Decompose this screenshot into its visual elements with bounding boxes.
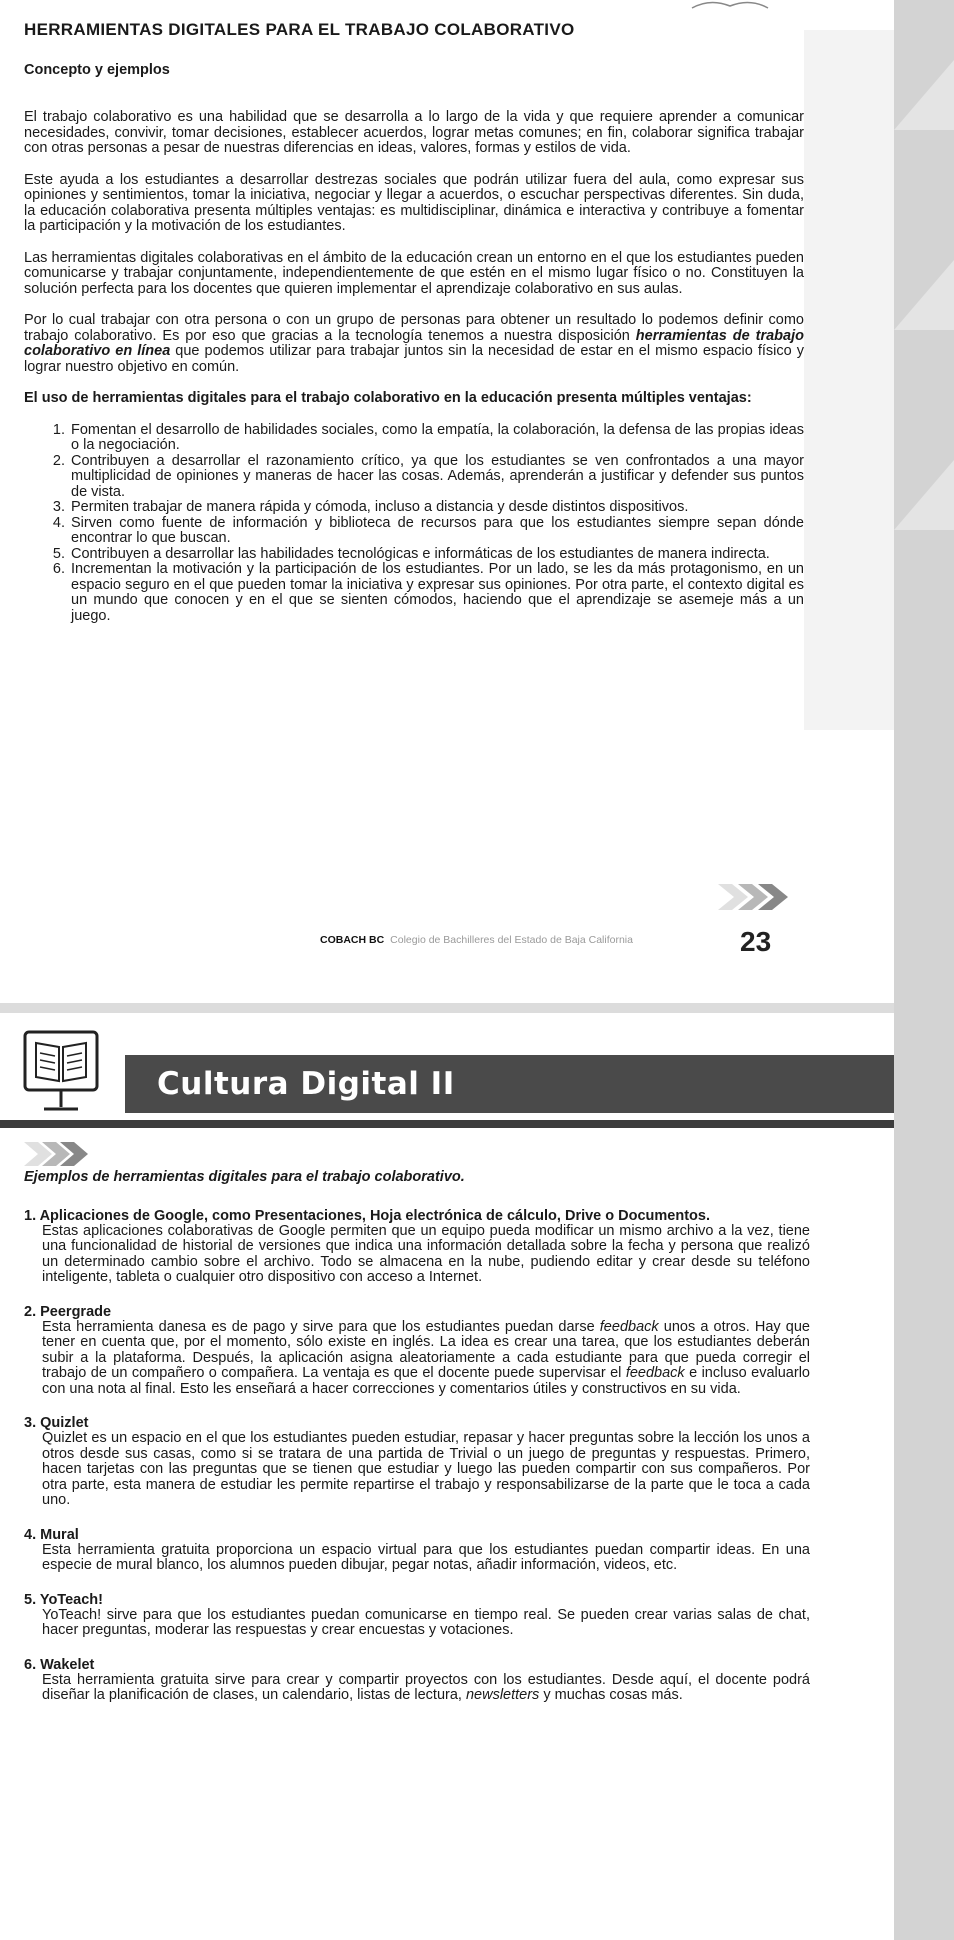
header-rule (0, 1120, 894, 1128)
page-23 (0, 0, 894, 1003)
tool-description (42, 1320, 810, 1398)
book-icon (690, 0, 770, 10)
chapter-banner (125, 1055, 894, 1113)
tool-item (24, 1592, 810, 1639)
emphasized-text: herramientas de trabajo colaborativo en línea (24, 327, 804, 359)
desc-italic: feedback (599, 1318, 659, 1335)
banner-title: Cultura Digital II (157, 1066, 455, 1102)
tool-item (24, 1415, 810, 1509)
tool-title: 5. YoTeach! (24, 1591, 103, 1608)
paragraph: El trabajo colaborativo es una habilidad que se desarrolla a lo largo de la vida y que requiere aprender a comunicar necesidades, convivir, tomar decisiones, establecer acuerdos, lograr metas comunes; en fin, colaborar significa trabajar con otras personas a pesar de nuestras diferencias en ideas, valores, formas y estilos de vida. (24, 109, 804, 156)
tool-title: 3. Quizlet (24, 1415, 89, 1431)
list-item: 5. Contribuyen a desarrollar las habilidades tecnológicas e informáticas de los estudiantes de manera indirecta. (69, 547, 804, 563)
desc-text: Esta herramienta gratuita sirve para crear y compartir proyectos con los estudiantes. Desde aquí, el docente podrá diseñar la planificación de clases, un calendario, listas de lectura, (42, 1671, 810, 1703)
desc-text: y muchas cosas más. (539, 1687, 683, 1703)
list-item: 2. Contribuyen a desarrollar el razonamiento crítico, ya que los estudiantes se ven confrontados a una mayor multiplicidad de opiniones y maneras de hacer las cosas. Además, aprenderán a justificar y defender sus puntos de vista. (69, 454, 804, 501)
tool-description: Esta herramienta gratuita proporciona un espacio virtual para que los estudiantes puedan compartir ideas. En una especie de mural blanco, los alumnos pueden dibujar, pegar notas, añadir información, videos, etc. (42, 1541, 810, 1573)
paragraph: Las herramientas digitales colaborativas en el ámbito de la educación crean un entorno en el que los estudiantes pueden comunicarse y trabajar conjuntamente, independientemente de que estén en el mismo lugar físico o no. Constituyen la solución perfecta para los docentes que quieren implementar el aprendizaje colaborativo en sus aulas. (24, 249, 804, 297)
page-number: 23 (740, 926, 772, 957)
advantages-heading: El uso de herramientas digitales para el trabajo colaborativo en la educación presenta múltiples ventajas: (24, 390, 752, 406)
tool-title: 2. Peergrade (24, 1303, 112, 1320)
tool-item (24, 1527, 810, 1574)
examples-heading: Ejemplos de herramientas digitales para el trabajo colaborativo. (24, 1169, 465, 1185)
desc-italic: feedback (625, 1365, 685, 1381)
paragraph-text: Por lo cual trabajar con otra persona o con un grupo de personas para obtener un resultado lo podemos definir como trabajo colaborativo. Es por eso que gracias a la tecnología tenemos a nuestra disposición (24, 312, 804, 344)
tool-item (24, 1657, 810, 1704)
list-item: 6. Incrementan la motivación y la participación de los estudiantes. Por un lado, se les da más protagonismo, en un espacio seguro en el que pueden tomar la iniciativa y expresar sus opiniones. Por otra parte, el contexto digital es un mundo que conocen y en el que se sienten cómodos, haciendo que el aprendizaje se asemeje más a un juego. (69, 562, 804, 624)
section-subheading: Concepto y ejemplos (24, 62, 170, 78)
tool-description: Estas aplicaciones colaborativas de Google permiten que un equipo pueda modificar un mismo archivo a la vez, tiene una funcionalidad de historial de versiones que indica una información detallada sobre la fecha y persona que realizó un determinado cambio sobre el archivo. Todo se almacena en la nube, pudiendo editar y crear desde su teléfono inteligente, tableta o cualquier otro dispositivo con acceso a Internet. (42, 1222, 810, 1285)
list-item: 4. Sirven como fuente de información y biblioteca de recursos para que los estudiantes siempre sepan dónde encontrar lo que buscan. (69, 516, 804, 547)
paragraph-text: que podemos utilizar para trabajar juntos sin la necesidad de estar en el mismo espacio físico y lograr nuestro objetivo en común. (24, 343, 804, 375)
section-heading: HERRAMIENTAS DIGITALES PARA EL TRABAJO COLABORATIVO (24, 20, 575, 39)
page-24 (0, 1013, 894, 1940)
section-arrows-icon (24, 1139, 114, 1169)
desc-text: e incluso evaluarlo con una nota al final. Esto les enseñará a hacer correcciones y comentarios útiles y constructivos en su vida. (42, 1365, 810, 1397)
next-page-arrows-icon (718, 880, 798, 914)
tool-description (42, 1673, 810, 1704)
tool-description: Quizlet es un espacio en el que los estudiantes pueden estudiar, repasar y hacer preguntas sobre la lección los unos a otros desde sus casas, como si se tratara de una partida de Trivial o un juego de preguntas y respuestas. Primero, hacen tarjetas con las preguntas que se tienen que estudiar y luego las pueden compartir con sus compañeros. Por otra parte, esta manera de estudiar les permite repartirse el trabajo y responsabilizarse de la parte que le toca a cada uno. (42, 1430, 810, 1508)
paragraph (24, 313, 804, 375)
page2-content (24, 1170, 810, 1714)
side-wedge (894, 260, 954, 330)
footer-org: COBACH BC (320, 934, 385, 946)
tool-title: 6. Wakelet (24, 1656, 95, 1673)
advantages-list (24, 423, 804, 625)
list-item: 3. Permiten trabajar de manera rápida y cómoda, incluso a distancia y desde distintos dispositivos. (69, 500, 804, 516)
tool-item (24, 1208, 810, 1286)
tool-item (24, 1304, 810, 1398)
footer-college: Colegio de Bachilleres del Estado de Baja California (390, 934, 633, 946)
paragraph: Este ayuda a los estudiantes a desarrollar destrezas sociales que podrán utilizar fuera del aula, como expresar sus opiniones y sentimientos, tomar la iniciativa, negociar y llegar a acuerdos, o escuchar perspectivas diferentes. Sin duda, la educación colaborativa presenta múltiples ventajas: es multidisciplinar, dinámica e interactiva y contribuye a fomentar la participación y la motivación de los estudiantes. (24, 171, 804, 234)
list-item: 1. Fomentan el desarrollo de habilidades sociales, como la empatía, la colaboración, la defensa de las propias ideas o la negociación. (69, 423, 804, 454)
background-decoration (804, 30, 894, 730)
side-decoration (894, 0, 954, 1940)
desc-text: Esta herramienta danesa es de pago y sirve para que los estudiantes puedan darse (42, 1318, 600, 1335)
side-wedge (894, 60, 954, 130)
computer-book-icon (22, 1029, 100, 1117)
page1-content (24, 20, 804, 624)
desc-text: unos a otros. Hay que tener en cuenta que, por el momento, sólo existe en inglés. La idea es crear una tarea, que los estudiantes deberán subir a la plataforma. Después, la aplicación asigna aleatoriamente a cada estudiante para que pueda corregir el trabajo de un compañero o compañera. La ventaja es que el docente puede supervisar el (42, 1318, 810, 1381)
side-wedge (894, 460, 954, 530)
desc-italic: newsletters (465, 1687, 540, 1703)
tool-description: YoTeach! sirve para que los estudiantes puedan comunicarse en tiempo real. Se pueden crear varias salas de chat, hacer preguntas, moderar las respuestas y crear encuestas y votaciones. (42, 1606, 810, 1638)
tool-title: 1. Aplicaciones de Google, como Presentaciones, Hoja electrónica de cálculo, Drive o Documentos. (24, 1207, 711, 1224)
tool-title: 4. Mural (24, 1526, 79, 1543)
